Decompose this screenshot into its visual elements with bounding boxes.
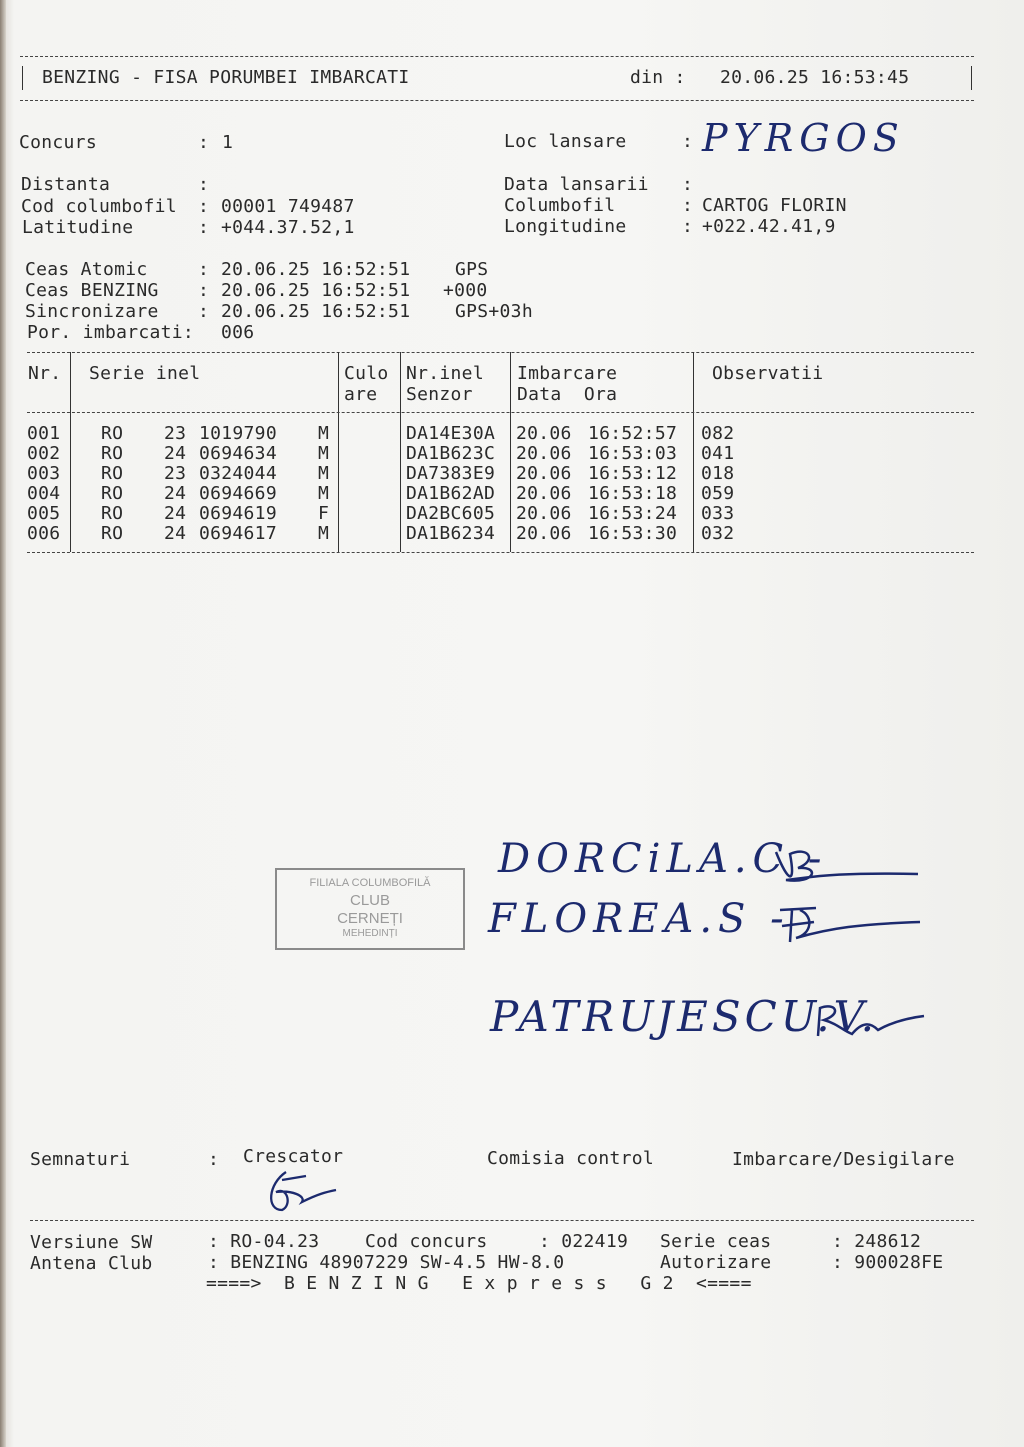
cell-ring-number: 0694669 [199,483,277,504]
cell-observatii: 059 [701,483,735,504]
cell-ring-number: 0694634 [199,443,277,464]
stamp-line-1: FILIALA COLUMBOFILĂ [309,877,431,889]
col-header-culoare-2: are [344,384,378,405]
cell-date: 20.06 [516,503,572,524]
sincronizare-colon: : [198,301,210,322]
col-header-observatii: Observatii [712,363,824,384]
table-sep-imbarcare [693,352,694,552]
versiune-sw-value: : RO-04.23 [208,1231,320,1252]
cell-ring-number: 0694619 [199,503,277,524]
data-lansarii-label: Data lansarii [504,174,649,195]
cell-time: 16:53:24 [588,503,678,524]
cell-nr: 002 [27,443,61,464]
cell-observatii: 041 [701,443,735,464]
cell-year: 23 [164,463,187,484]
latitudine-value: +044.37.52,1 [221,217,355,238]
latitudine-label: Latitudine [22,217,134,238]
cell-date: 20.06 [516,483,572,504]
col-header-imbarcare-1: Imbarcare [517,363,618,384]
cell-date: 20.06 [516,423,572,444]
cell-time: 16:52:57 [588,423,678,444]
stamp-line-3: CERNEȚI [337,910,403,927]
cell-nr: 006 [27,523,61,544]
club-stamp [275,868,465,950]
columbofil-label: Columbofil [504,195,616,216]
loc-lansare-label: Loc lansare [504,131,627,152]
cell-observatii: 018 [701,463,735,484]
cell-sensor: DA14E30A [406,423,496,444]
table-header-rule [27,412,974,413]
cell-ring-number: 0694617 [199,523,277,544]
paper-edge [0,0,6,1447]
distanta-colon: : [198,174,210,195]
cell-sex: M [318,483,330,504]
benzing-express-banner: ====> B E N Z I N G E x p r e s s G 2 <==== [206,1273,752,1294]
cell-observatii: 033 [701,503,735,524]
cell-sex: M [318,523,330,544]
crescator-label: Crescator [243,1146,344,1167]
serie-ceas-value: : 248612 [832,1231,922,1252]
cell-sensor: DA7383E9 [406,463,496,484]
imbarcare-desigilare-label: Imbarcare/Desigilare [732,1149,955,1170]
concurs-value: 1 [222,132,234,153]
stamp-line-4: MEHEDINȚI [342,928,398,939]
cell-nr: 003 [27,463,61,484]
cell-sex: M [318,463,330,484]
autorizare-value: : 900028FE [832,1252,944,1273]
comisia-control-label: Comisia control [487,1148,655,1169]
header-left-border [22,66,23,90]
table-sep-serie [338,352,339,552]
cell-country: RO [101,523,124,544]
header-right-border [971,66,972,90]
signature-2 [770,898,930,948]
cell-nr: 005 [27,503,61,524]
loc-lansare-handwritten: PYRGOS [702,116,905,160]
antena-club-value: : BENZING 48907229 SW-4.5 HW-8.0 [208,1252,565,1273]
cell-sex: M [318,443,330,464]
cell-sex: M [318,423,330,444]
cell-time: 16:53:18 [588,483,678,504]
header-bottom-rule [20,100,974,101]
col-header-nr: Nr. [28,363,62,384]
longitudine-label: Longitudine [504,216,627,237]
ceas-benzing-colon: : [198,280,210,301]
serie-ceas-label: Serie ceas [660,1231,772,1252]
cell-ring-number: 1019790 [199,423,277,444]
cell-date: 20.06 [516,443,572,464]
table-bottom-rule [27,552,974,553]
cell-country: RO [101,463,124,484]
sincronizare-label: Sincronizare [25,301,159,322]
cell-nr: 001 [27,423,61,444]
ceas-atomic-source: GPS [455,259,489,280]
data-lansarii-colon: : [682,174,694,195]
cell-year: 23 [164,423,187,444]
por-imbarcati-label: Por. imbarcati: [27,322,195,343]
cod-concurs-label: Cod concurs [365,1231,488,1252]
antena-club-label: Antena Club [30,1253,153,1274]
cell-ring-number: 0324044 [199,463,277,484]
autorizare-label: Autorizare [660,1252,772,1273]
ceas-atomic-label: Ceas Atomic [25,259,148,280]
ceas-benzing-offset: +000 [443,280,488,301]
ceas-atomic-value: 20.06.25 16:52:51 [221,259,411,280]
table-top-rule [27,352,974,353]
ceas-benzing-value: 20.06.25 16:52:51 [221,280,411,301]
col-header-culoare-1: Culo [344,363,389,384]
sincronizare-source: GPS+03h [455,301,533,322]
loc-lansare-colon: : [682,131,694,152]
cell-sensor: DA1B623C [406,443,496,464]
signature-3 [812,1000,932,1040]
handwritten-name-1: DORCiLA.C - [498,836,828,882]
cod-columbofil-colon: : [198,196,210,217]
ceas-benzing-label: Ceas BENZING [25,280,159,301]
cod-columbofil-label: Cod columbofil [21,196,177,217]
col-header-nr-inel-2: Senzor [406,384,473,405]
cell-date: 20.06 [516,463,572,484]
sincronizare-value: 20.06.25 16:52:51 [221,301,411,322]
longitudine-value: +022.42.41,9 [702,216,836,237]
handwritten-name-2: FLOREA.S - [488,896,790,942]
cell-time: 16:53:03 [588,443,678,464]
cell-time: 16:53:12 [588,463,678,484]
concurs-label: Concurs [19,132,97,153]
cell-nr: 004 [27,483,61,504]
ceas-atomic-colon: : [198,259,210,280]
cell-sex: F [318,503,330,524]
header-top-rule [20,56,974,57]
header-din-label: din : [630,67,686,88]
cell-sensor: DA2BC605 [406,503,496,524]
cod-concurs-value: : 022419 [539,1231,629,1252]
cell-year: 24 [164,523,187,544]
cell-country: RO [101,443,124,464]
columbofil-value: CARTOG FLORIN [702,195,847,216]
cell-observatii: 032 [701,523,735,544]
signature-1 [768,842,928,892]
col-header-serie-inel: Serie inel [89,363,201,384]
columbofil-colon: : [682,195,694,216]
table-sep-senzor [510,352,511,552]
stamp-line-2: CLUB [349,892,390,909]
cell-country: RO [101,483,124,504]
table-sep-culoare [400,352,401,552]
longitudine-colon: : [682,216,694,237]
header-datetime: 20.06.25 16:53:45 [720,67,910,88]
document-title: BENZING - FISA PORUMBEI IMBARCATI [42,67,410,88]
col-header-imbarcare-2: Data Ora [517,384,618,405]
versiune-sw-label: Versiune SW [30,1232,153,1253]
crescator-signature [262,1166,342,1216]
cod-columbofil-value: 00001 749487 [221,196,355,217]
semnaturi-label: Semnaturi [30,1149,131,1170]
cell-year: 24 [164,443,187,464]
cell-year: 24 [164,483,187,504]
col-header-nr-inel-1: Nr.inel [406,363,484,384]
semnaturi-colon: : [208,1149,220,1170]
cell-date: 20.06 [516,523,572,544]
handwritten-name-3: PATRUJESCU.V. [490,992,878,1041]
cell-year: 24 [164,503,187,524]
cell-observatii: 082 [701,423,735,444]
cell-sensor: DA1B6234 [406,523,496,544]
distanta-label: Distanta [21,174,111,195]
cell-time: 16:53:30 [588,523,678,544]
cell-sensor: DA1B62AD [406,483,496,504]
concurs-colon: : [198,132,210,153]
latitudine-colon: : [198,217,210,238]
table-sep-nr [70,352,71,552]
cell-country: RO [101,503,124,524]
por-imbarcati-value: 006 [221,322,255,343]
cell-country: RO [101,423,124,444]
footer-top-rule [30,1220,974,1221]
